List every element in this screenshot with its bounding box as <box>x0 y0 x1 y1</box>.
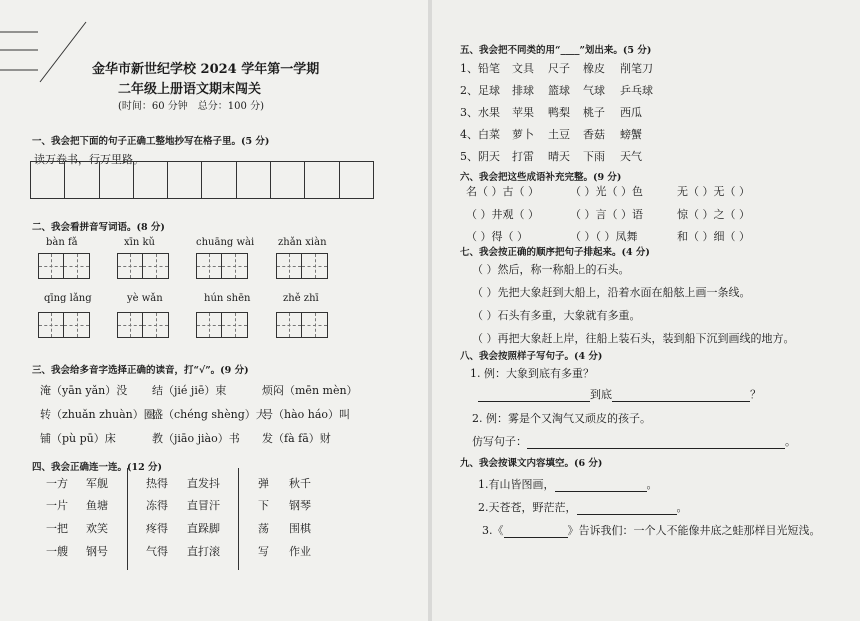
match-word[interactable]: 钢琴 <box>289 499 311 512</box>
classify-word[interactable]: 尺子 <box>548 62 570 75</box>
classify-word[interactable]: 排球 <box>512 84 534 97</box>
match-word[interactable]: 冻得 <box>146 499 168 512</box>
tianzige-box[interactable] <box>276 253 328 279</box>
idiom-blank[interactable]: （ ）言（ ）语 <box>570 208 643 221</box>
tianzige-box[interactable] <box>117 253 169 279</box>
match-word[interactable]: 荡 <box>258 522 269 535</box>
section-9-heading: 九、我会按课文内容填空。(6 分) <box>460 458 603 469</box>
match-word[interactable]: 围棋 <box>289 522 311 535</box>
right-page <box>432 0 860 621</box>
classify-word[interactable]: 气球 <box>583 84 605 97</box>
copy-writing-grid[interactable] <box>30 161 374 199</box>
classify-word[interactable]: 打雷 <box>512 150 534 163</box>
match-word[interactable]: 下 <box>258 499 269 512</box>
tianzige-box[interactable] <box>276 312 328 338</box>
classify-word[interactable]: 削笔刀 <box>620 62 653 75</box>
order-item[interactable]: （ ）石头有多重，大象就有多重。 <box>472 309 641 322</box>
match-word[interactable]: 鱼塘 <box>86 499 108 512</box>
order-item[interactable]: （ ）再把大象赶上岸，往船上装石头，装到船下沉到画线的地方。 <box>472 332 795 345</box>
pinyin-label: xīn kǔ <box>124 237 155 248</box>
match-word[interactable]: 疼得 <box>146 522 168 535</box>
idiom-blank[interactable]: （ ）井观（ ） <box>466 208 539 221</box>
classify-word[interactable]: 天气 <box>620 150 642 163</box>
classify-word[interactable]: 鸭梨 <box>548 106 570 119</box>
tianzige-box[interactable] <box>38 312 90 338</box>
section-8-heading: 八、我会按照样子写句子。(4 分) <box>460 351 603 362</box>
match-word[interactable]: 一把 <box>46 522 68 535</box>
pinyin-label: qīng lǎng <box>44 293 92 304</box>
imitate-line-1[interactable]: 到底 ？ <box>478 386 761 402</box>
section-5-heading: 五、我会把不同类的用“____”划出来。(5 分) <box>460 45 652 56</box>
tianzige-box[interactable] <box>196 253 248 279</box>
idiom-blank[interactable]: （ ）得（ ） <box>466 230 528 243</box>
classify-word[interactable]: 乒乓球 <box>620 84 653 97</box>
idiom-blank[interactable]: （ ）（ ）凤舞 <box>570 230 638 243</box>
classify-word[interactable]: 萝卜 <box>512 128 534 141</box>
left-page <box>0 0 428 621</box>
classify-word[interactable]: 5、阴天 <box>460 150 500 163</box>
column-divider <box>238 468 239 570</box>
match-word[interactable]: 直打滚 <box>187 545 220 558</box>
fill-blank-2[interactable]: 2.天苍苍，野茫茫， 。 <box>478 501 688 514</box>
section-4-heading: 四、我会正确连一连。(12 分) <box>32 462 163 473</box>
match-word[interactable]: 秋千 <box>289 477 311 490</box>
section-6-heading: 六、我会把这些成语补充完整。(9 分) <box>460 172 622 183</box>
match-word[interactable]: 直发抖 <box>187 477 220 490</box>
match-word[interactable]: 直跺脚 <box>187 522 220 535</box>
section-2-heading: 二、我会看拼音写词语。(8 分) <box>32 222 165 233</box>
classify-word[interactable]: 文具 <box>512 62 534 75</box>
pinyin-label: zhě zhī <box>283 293 319 304</box>
match-word[interactable]: 热得 <box>146 477 168 490</box>
pinyin-label: yè wǎn <box>127 293 163 304</box>
match-word[interactable]: 弹 <box>258 477 269 490</box>
classify-word[interactable]: 桃子 <box>583 106 605 119</box>
idiom-blank[interactable]: 无（ ）无（ ） <box>677 185 750 198</box>
imitate-line-2[interactable]: 仿写句子： 。 <box>472 435 796 448</box>
section-3-heading: 三、我会给多音字选择正确的读音，打“√”。(9 分) <box>32 365 249 376</box>
polyphone-item[interactable]: 教（jiāo jiào）书 <box>152 432 240 445</box>
binding-line-marks <box>0 20 90 90</box>
order-item[interactable]: （ ）然后，称一称船上的石头。 <box>472 263 630 276</box>
tianzige-box[interactable] <box>196 312 248 338</box>
match-word[interactable]: 欢笑 <box>86 522 108 535</box>
exam-subject-title: 二年级上册语文期末闯关 <box>118 82 262 97</box>
polyphone-item[interactable]: 号（hào háo）叫 <box>262 408 351 421</box>
polyphone-item[interactable]: 淹（yān yǎn）没 <box>40 384 128 397</box>
match-word[interactable]: 写 <box>258 545 269 558</box>
exam-time-score: (时间：60 分钟 总分：100 分) <box>118 101 264 112</box>
order-item[interactable]: （ ）先把大象赶到大船上，沿着水面在船舷上画一条线。 <box>472 286 751 299</box>
polyphone-item[interactable]: 发（fà fā）财 <box>262 432 331 445</box>
pinyin-label: hún shēn <box>204 293 251 304</box>
pinyin-label: chuāng wài <box>196 237 255 248</box>
idiom-blank[interactable]: （ ）光（ ）色 <box>570 185 643 198</box>
fill-blank-3[interactable]: 3.《 》告诉我们：一个人不能像井底之蛙那样目光短浅。 <box>482 524 821 537</box>
copy-sentence: 读万卷书，行万里路。 <box>34 153 144 166</box>
idiom-blank[interactable]: 惊（ ）之（ ） <box>677 208 750 221</box>
polyphone-item[interactable]: 盛（chéng shèng）大 <box>152 408 267 421</box>
classify-word[interactable]: 西瓜 <box>620 106 642 119</box>
match-word[interactable]: 直冒汗 <box>187 499 220 512</box>
classify-word[interactable]: 篮球 <box>548 84 570 97</box>
idiom-blank[interactable]: 名（ ）古（ ） <box>466 185 539 198</box>
classify-word[interactable]: 下雨 <box>583 150 605 163</box>
classify-word[interactable]: 螃蟹 <box>620 128 642 141</box>
section-1-heading: 一、我会把下面的句子正确工整地抄写在格子里。(5 分) <box>32 136 270 147</box>
exam-school-title: 金华市新世纪学校 2024 学年第一学期 <box>92 62 320 77</box>
tianzige-box[interactable] <box>117 312 169 338</box>
classify-word[interactable]: 苹果 <box>512 106 534 119</box>
fill-blank-1[interactable]: 1.有山皆图画， 。 <box>478 478 658 491</box>
match-word[interactable]: 军舰 <box>86 477 108 490</box>
polyphone-item[interactable]: 转（zhuǎn zhuàn）圈 <box>40 408 155 421</box>
match-word[interactable]: 一艘 <box>46 545 68 558</box>
classify-word[interactable]: 晴天 <box>548 150 570 163</box>
match-word[interactable]: 作业 <box>289 545 311 558</box>
section-7-heading: 七、我会按正确的顺序把句子排起来。(4 分) <box>460 247 650 258</box>
classify-word[interactable]: 4、白菜 <box>460 128 500 141</box>
classify-word[interactable]: 土豆 <box>548 128 570 141</box>
match-word[interactable]: 钢号 <box>86 545 108 558</box>
classify-word[interactable]: 2、足球 <box>460 84 500 97</box>
classify-word[interactable]: 橡皮 <box>583 62 605 75</box>
classify-word[interactable]: 1、铅笔 <box>460 62 500 75</box>
polyphone-item[interactable]: 烦闷（mēn mèn） <box>262 384 358 397</box>
polyphone-item[interactable]: 铺（pù pū）床 <box>40 432 116 445</box>
pinyin-label: zhǎn xiàn <box>278 237 327 248</box>
pinyin-label: bàn fǎ <box>46 237 78 248</box>
example-sentence-1: 1. 例：大象到底有多重？ <box>470 367 594 380</box>
example-sentence-2: 2. 例：雾是个又淘气又顽皮的孩子。 <box>472 412 651 425</box>
match-word[interactable]: 气得 <box>146 545 168 558</box>
tianzige-box[interactable] <box>38 253 90 279</box>
classify-word[interactable]: 香菇 <box>583 128 605 141</box>
idiom-blank[interactable]: 和（ ）细（ ） <box>677 230 750 243</box>
polyphone-item[interactable]: 结（jié jiē）束 <box>152 384 227 397</box>
match-word[interactable]: 一片 <box>46 499 68 512</box>
match-word[interactable]: 一方 <box>46 477 68 490</box>
classify-word[interactable]: 3、水果 <box>460 106 500 119</box>
column-divider <box>127 468 128 570</box>
